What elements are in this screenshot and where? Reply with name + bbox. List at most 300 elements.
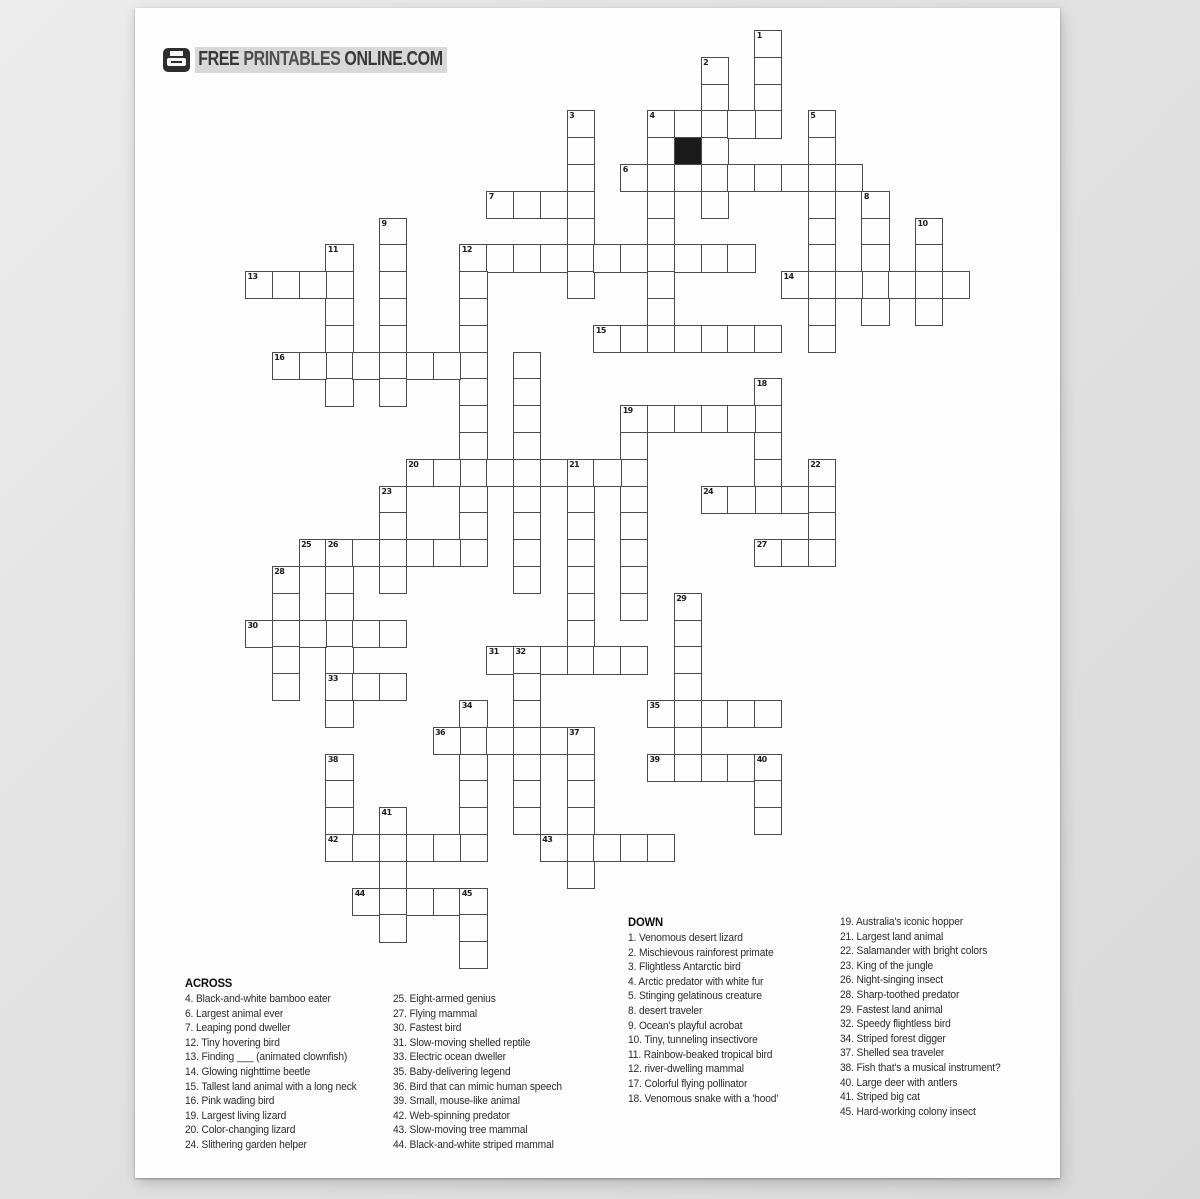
clue-item: 44. Black-and-white striped mammal [393, 1138, 554, 1151]
grid-cell[interactable] [459, 539, 487, 567]
grid-cell[interactable] [861, 191, 889, 219]
cell-number: 8 [863, 191, 869, 201]
grid-cell[interactable] [808, 325, 836, 353]
grid-cell[interactable] [835, 271, 863, 299]
clue-item: 43. Slow-moving tree mammal [393, 1124, 528, 1137]
grid-cell[interactable] [379, 486, 407, 514]
grid-cell[interactable] [486, 727, 514, 755]
grid-cell[interactable] [567, 191, 595, 219]
grid-cell[interactable] [861, 218, 889, 246]
grid-cell[interactable] [674, 620, 702, 648]
grid-cell[interactable] [379, 566, 407, 594]
grid-cell[interactable] [674, 727, 702, 755]
clue-item: 28. Sharp-toothed predator [840, 988, 960, 1001]
grid-cell[interactable] [433, 539, 461, 567]
grid-cell[interactable] [701, 700, 729, 728]
grid-cell[interactable] [808, 244, 836, 272]
clue-item: 26. Night-singing insect [840, 974, 943, 987]
grid-cell[interactable] [459, 432, 487, 460]
grid-cell[interactable] [727, 164, 755, 192]
cell-number: 21 [569, 459, 580, 469]
grid-cell[interactable] [701, 191, 729, 219]
grid-cell[interactable] [701, 57, 729, 85]
grid-cell[interactable] [861, 298, 889, 326]
grid-cell[interactable] [808, 218, 836, 246]
grid-cell[interactable] [567, 834, 595, 862]
grid-cell[interactable] [325, 834, 353, 862]
grid-cell[interactable] [647, 754, 675, 782]
grid-cell[interactable] [754, 30, 782, 58]
grid-cell[interactable] [727, 405, 755, 433]
grid-cell[interactable] [727, 325, 755, 353]
grid-cell[interactable] [754, 164, 782, 192]
grid-cell[interactable] [808, 164, 836, 192]
grid-cell[interactable] [513, 727, 541, 755]
grid-cell[interactable] [567, 646, 595, 674]
grid-cell[interactable] [647, 834, 675, 862]
grid-cell[interactable] [379, 378, 407, 406]
grid-cell[interactable] [620, 539, 648, 567]
grid-cell[interactable] [647, 271, 675, 299]
grid-cell[interactable] [459, 298, 487, 326]
clue-item: 24. Slithering garden helper [185, 1138, 307, 1151]
grid-cell[interactable] [808, 539, 836, 567]
clue-item: 40. Large deer with antlers [840, 1076, 958, 1089]
grid-cell[interactable] [540, 834, 568, 862]
grid-cell[interactable] [245, 271, 273, 299]
grid-cell[interactable] [299, 352, 327, 380]
grid-cell[interactable] [727, 754, 755, 782]
grid-cell[interactable] [459, 271, 487, 299]
grid-cell[interactable] [754, 780, 782, 808]
grid-cell[interactable] [379, 244, 407, 272]
grid-cell[interactable] [567, 271, 595, 299]
clue-item: 30. Fastest bird [393, 1022, 462, 1035]
grid-cell[interactable] [701, 137, 729, 165]
grid-cell[interactable] [620, 566, 648, 594]
grid-cell[interactable] [674, 673, 702, 701]
grid-cell[interactable] [272, 673, 300, 701]
grid-cell[interactable] [620, 593, 648, 621]
grid-cell[interactable] [674, 754, 702, 782]
grid-cell[interactable] [620, 834, 648, 862]
grid-cell[interactable] [593, 834, 621, 862]
grid-cell[interactable] [647, 137, 675, 165]
grid-cell[interactable] [754, 539, 782, 567]
cell-number: 43 [542, 835, 553, 844]
grid-cell[interactable] [325, 325, 353, 353]
grid-cell[interactable] [701, 486, 729, 514]
grid-cell[interactable] [808, 191, 836, 219]
grid-cell[interactable] [540, 727, 568, 755]
grid-cell[interactable] [433, 459, 461, 487]
grid-cell[interactable] [325, 593, 353, 621]
grid-cell[interactable] [325, 378, 353, 406]
grid-cell[interactable] [835, 164, 863, 192]
grid-cell[interactable] [325, 754, 353, 782]
grid-cell[interactable] [352, 539, 380, 567]
clue-item: 11. Rainbow-beaked tropical bird [628, 1048, 773, 1061]
cell-number: 41 [381, 808, 392, 818]
grid-cell[interactable] [459, 780, 487, 808]
grid-cell[interactable] [459, 378, 487, 406]
grid-cell[interactable] [647, 218, 675, 246]
grid-cell[interactable] [513, 191, 541, 219]
grid-cell[interactable] [674, 325, 702, 353]
grid-cell[interactable] [567, 593, 595, 621]
grid-cell[interactable] [325, 673, 353, 701]
grid-cell[interactable] [701, 164, 729, 192]
grid-cell[interactable] [754, 405, 782, 433]
grid-cell[interactable] [861, 244, 889, 272]
cell-number: 7 [488, 191, 494, 201]
grid-cell[interactable] [433, 834, 461, 862]
clue-item: 39. Small, mouse-like animal [393, 1095, 520, 1108]
grid-cell[interactable] [727, 486, 755, 514]
printer-icon [163, 48, 190, 72]
grid-cell[interactable] [379, 861, 407, 889]
grid-cell[interactable] [701, 84, 729, 112]
grid-cell[interactable] [272, 566, 300, 594]
grid-cell[interactable] [620, 512, 648, 540]
grid-cell[interactable] [513, 352, 541, 380]
grid-cell[interactable] [647, 298, 675, 326]
grid-cell[interactable] [808, 137, 836, 165]
grid-cell[interactable] [754, 700, 782, 728]
grid-cell[interactable] [808, 512, 836, 540]
grid-cell[interactable] [459, 727, 487, 755]
grid-cell[interactable] [513, 512, 541, 540]
grid-cell[interactable] [352, 620, 380, 648]
grid-cell[interactable] [459, 244, 487, 272]
cell-number: 40 [756, 754, 767, 764]
grid-cell[interactable] [674, 593, 702, 621]
grid-cell[interactable] [406, 459, 434, 487]
grid-cell[interactable] [647, 405, 675, 433]
cell-number: 16 [274, 352, 285, 362]
grid-cell[interactable] [620, 405, 648, 433]
grid-cell[interactable] [459, 486, 487, 514]
grid-cell[interactable] [379, 271, 407, 299]
grid-cell[interactable] [459, 941, 487, 969]
grid-cell[interactable] [459, 459, 487, 487]
grid-cell[interactable] [379, 512, 407, 540]
grid-cell[interactable] [352, 352, 380, 380]
grid-cell[interactable] [459, 914, 487, 942]
grid-cell[interactable] [567, 459, 595, 487]
grid-cell[interactable] [754, 459, 782, 487]
across-clues-col2 [393, 992, 562, 1153]
grid-cell[interactable] [620, 164, 648, 192]
cell-number: 36 [435, 727, 446, 737]
grid-cell[interactable] [379, 325, 407, 353]
grid-cell[interactable] [459, 325, 487, 353]
grid-cell[interactable] [701, 110, 729, 138]
grid-cell[interactable] [567, 164, 595, 192]
cell-number: 9 [381, 218, 387, 228]
clue-item: 19. Largest living lizard [185, 1109, 287, 1122]
grid-cell[interactable] [513, 566, 541, 594]
grid-cell[interactable] [701, 244, 729, 272]
grid-cell[interactable] [567, 727, 595, 755]
cell-number: 4 [649, 111, 655, 121]
grid-cell[interactable] [674, 405, 702, 433]
clue-item: 13. Finding ___ (animated clownfish) [185, 1051, 348, 1064]
grid-cell[interactable] [567, 244, 595, 272]
grid-cell[interactable] [379, 620, 407, 648]
grid-cell[interactable] [647, 110, 675, 138]
grid-cell[interactable] [540, 244, 568, 272]
grid-cell[interactable] [513, 673, 541, 701]
cell-number: 37 [569, 727, 580, 737]
grid-cell[interactable] [406, 352, 434, 380]
grid-cell[interactable] [299, 271, 327, 299]
grid-cell[interactable] [513, 700, 541, 728]
grid-cell[interactable] [567, 486, 595, 514]
grid-cell[interactable] [325, 566, 353, 594]
grid-cell[interactable] [647, 325, 675, 353]
grid-cell[interactable] [272, 593, 300, 621]
clue-item: 34. Striped forest digger [840, 1032, 946, 1045]
grid-cell[interactable] [325, 807, 353, 835]
grid-cell[interactable] [567, 861, 595, 889]
grid-cell[interactable] [567, 566, 595, 594]
grid-cell[interactable] [701, 405, 729, 433]
grid-cell[interactable] [406, 539, 434, 567]
grid-cell[interactable] [567, 110, 595, 138]
grid-cell[interactable] [647, 191, 675, 219]
grid-cell[interactable] [325, 271, 353, 299]
grid-cell[interactable] [781, 539, 809, 567]
clue-item: 14. Glowing nighttime beetle [185, 1065, 311, 1078]
grid-cell[interactable] [325, 780, 353, 808]
grid-cell[interactable] [513, 646, 541, 674]
grid-cell[interactable] [754, 807, 782, 835]
grid-cell[interactable] [245, 620, 273, 648]
grid-cell[interactable] [674, 244, 702, 272]
clue-item: 33. Electric ocean dweller [393, 1051, 506, 1064]
down-clues-col2 [840, 915, 1001, 1119]
grid-cell[interactable] [406, 834, 434, 862]
grid-cell[interactable] [325, 352, 353, 380]
grid-cell[interactable] [915, 298, 943, 326]
grid-cell[interactable] [486, 459, 514, 487]
grid-cell[interactable] [459, 700, 487, 728]
grid-cell[interactable] [808, 110, 836, 138]
grid-cell[interactable] [754, 325, 782, 353]
grid-cell[interactable] [593, 459, 621, 487]
clue-item: 20. Color-changing lizard [185, 1124, 296, 1137]
grid-cell[interactable] [433, 727, 461, 755]
grid-cell[interactable] [567, 539, 595, 567]
grid-cell[interactable] [379, 298, 407, 326]
grid-cell[interactable] [325, 620, 353, 648]
grid-cell[interactable] [325, 539, 353, 567]
grid-cell[interactable] [272, 271, 300, 299]
grid-cell[interactable] [808, 486, 836, 514]
grid-cell[interactable] [433, 888, 461, 916]
grid-cell[interactable] [915, 218, 943, 246]
grid-cell[interactable] [540, 459, 568, 487]
grid-cell[interactable] [942, 271, 970, 299]
clue-item: 17. Colorful flying pollinator [628, 1077, 748, 1090]
grid-cell[interactable] [567, 218, 595, 246]
grid-cell[interactable] [861, 271, 889, 299]
grid-cell[interactable] [379, 888, 407, 916]
grid-cell[interactable] [674, 646, 702, 674]
clue-item: 41. Striped big cat [840, 1091, 920, 1104]
across-header: ACROSS [185, 976, 233, 990]
grid-cell[interactable] [433, 352, 461, 380]
grid-cell[interactable] [406, 888, 434, 916]
grid-cell[interactable] [272, 646, 300, 674]
grid-cell[interactable] [459, 352, 487, 380]
grid-cell[interactable] [325, 244, 353, 272]
grid-cell[interactable] [379, 807, 407, 835]
grid-cell[interactable] [379, 673, 407, 701]
clue-item: 23. King of the jungle [840, 959, 934, 972]
grid-cell[interactable] [513, 378, 541, 406]
grid-cell[interactable] [513, 432, 541, 460]
grid-cell[interactable] [459, 888, 487, 916]
grid-cell[interactable] [781, 271, 809, 299]
grid-cell[interactable] [379, 539, 407, 567]
grid-cell[interactable] [540, 191, 568, 219]
grid-cell[interactable] [647, 164, 675, 192]
cell-number: 31 [488, 647, 499, 657]
grid-cell[interactable] [567, 620, 595, 648]
grid-cell[interactable] [325, 298, 353, 326]
cell-number: 14 [783, 272, 794, 282]
grid-cell[interactable] [379, 218, 407, 246]
clue-item: 6. Largest animal ever [185, 1007, 284, 1020]
down-clues-col1 [628, 931, 778, 1106]
grid-cell[interactable] [620, 325, 648, 353]
grid-cell[interactable] [379, 352, 407, 380]
grid-cell[interactable] [513, 780, 541, 808]
grid-cell[interactable] [459, 834, 487, 862]
crossword-grid [245, 30, 971, 970]
grid-cell[interactable] [513, 539, 541, 567]
grid-cell[interactable] [325, 646, 353, 674]
grid-cell[interactable] [459, 405, 487, 433]
grid-cell[interactable] [620, 244, 648, 272]
grid-cell[interactable] [593, 244, 621, 272]
grid-cell[interactable] [567, 512, 595, 540]
grid-cell[interactable] [513, 807, 541, 835]
grid-cell[interactable] [299, 539, 327, 567]
grid-cell[interactable] [620, 646, 648, 674]
grid-cell[interactable] [620, 459, 648, 487]
clue-item: 3. Flightless Antarctic bird [628, 961, 741, 974]
grid-cell[interactable] [647, 700, 675, 728]
logo-word-online: ONLINE.COM [344, 48, 443, 70]
grid-cell[interactable] [325, 700, 353, 728]
grid-cell[interactable] [781, 486, 809, 514]
cell-number: 24 [703, 486, 714, 496]
grid-cell[interactable] [486, 191, 514, 219]
grid-cell[interactable] [567, 137, 595, 165]
cell-number: 30 [247, 620, 258, 630]
cell-number: 38 [327, 754, 338, 764]
grid-cell[interactable] [593, 325, 621, 353]
grid-cell[interactable] [486, 646, 514, 674]
logo-word-printables: PRINTABLES [243, 48, 341, 70]
grid-cell[interactable] [352, 673, 380, 701]
grid-cell[interactable] [674, 164, 702, 192]
grid-cell[interactable] [727, 700, 755, 728]
grid-cell[interactable] [888, 271, 916, 299]
grid-cell[interactable] [781, 164, 809, 192]
grid-cell[interactable] [299, 620, 327, 648]
grid-cell[interactable] [513, 754, 541, 782]
grid-cell[interactable] [620, 432, 648, 460]
grid-cell[interactable] [352, 834, 380, 862]
grid-cell[interactable] [808, 459, 836, 487]
grid-cell[interactable] [701, 325, 729, 353]
grid-cell[interactable] [513, 459, 541, 487]
grid-cell[interactable] [727, 244, 755, 272]
clue-item: 15. Tallest land animal with a long neck [185, 1080, 357, 1093]
grid-cell[interactable] [513, 405, 541, 433]
grid-cell[interactable] [647, 244, 675, 272]
clue-item: 25. Eight-armed genius [393, 993, 496, 1005]
grid-cell[interactable] [754, 84, 782, 112]
clue-item: 36. Bird that can mimic human speech [393, 1080, 562, 1093]
cell-number: 44 [354, 888, 365, 898]
grid-cell[interactable] [567, 780, 595, 808]
grid-cell[interactable] [754, 378, 782, 406]
grid-cell[interactable] [754, 754, 782, 782]
grid-cell[interactable] [620, 486, 648, 514]
grid-cell[interactable] [593, 646, 621, 674]
grid-cell[interactable] [754, 486, 782, 514]
clue-item: 4. Black-and-white bamboo eater [185, 993, 331, 1005]
grid-cell[interactable] [459, 807, 487, 835]
grid-cell[interactable] [567, 754, 595, 782]
cell-number: 12 [461, 245, 472, 255]
grid-cell[interactable] [379, 834, 407, 862]
grid-cell[interactable] [567, 807, 595, 835]
grid-cell[interactable] [701, 754, 729, 782]
grid-cell[interactable] [540, 646, 568, 674]
clue-item: 32. Speedy flightless bird [840, 1018, 951, 1031]
grid-cell[interactable] [272, 620, 300, 648]
grid-cell[interactable] [352, 888, 380, 916]
clue-item: 12. river-dwelling mammal [628, 1063, 744, 1076]
grid-cell[interactable] [808, 271, 836, 299]
grid-cell[interactable] [674, 110, 702, 138]
grid-cell[interactable] [808, 298, 836, 326]
grid-cell[interactable] [486, 244, 514, 272]
grid-cell[interactable] [754, 110, 782, 138]
grid-cell[interactable] [272, 352, 300, 380]
grid-cell[interactable] [513, 244, 541, 272]
cell-number: 29 [676, 593, 687, 603]
grid-cell[interactable] [754, 57, 782, 85]
clue-item: 10. Tiny, tunneling insectivore [628, 1034, 758, 1047]
grid-cell[interactable] [915, 244, 943, 272]
grid-cell[interactable] [379, 914, 407, 942]
grid-cell[interactable] [727, 110, 755, 138]
grid-cell[interactable] [674, 700, 702, 728]
grid-cell[interactable] [459, 512, 487, 540]
down-header: DOWN [628, 915, 663, 929]
grid-cell[interactable] [915, 271, 943, 299]
grid-cell[interactable] [459, 754, 487, 782]
grid-cell[interactable] [754, 432, 782, 460]
grid-cell[interactable] [513, 486, 541, 514]
